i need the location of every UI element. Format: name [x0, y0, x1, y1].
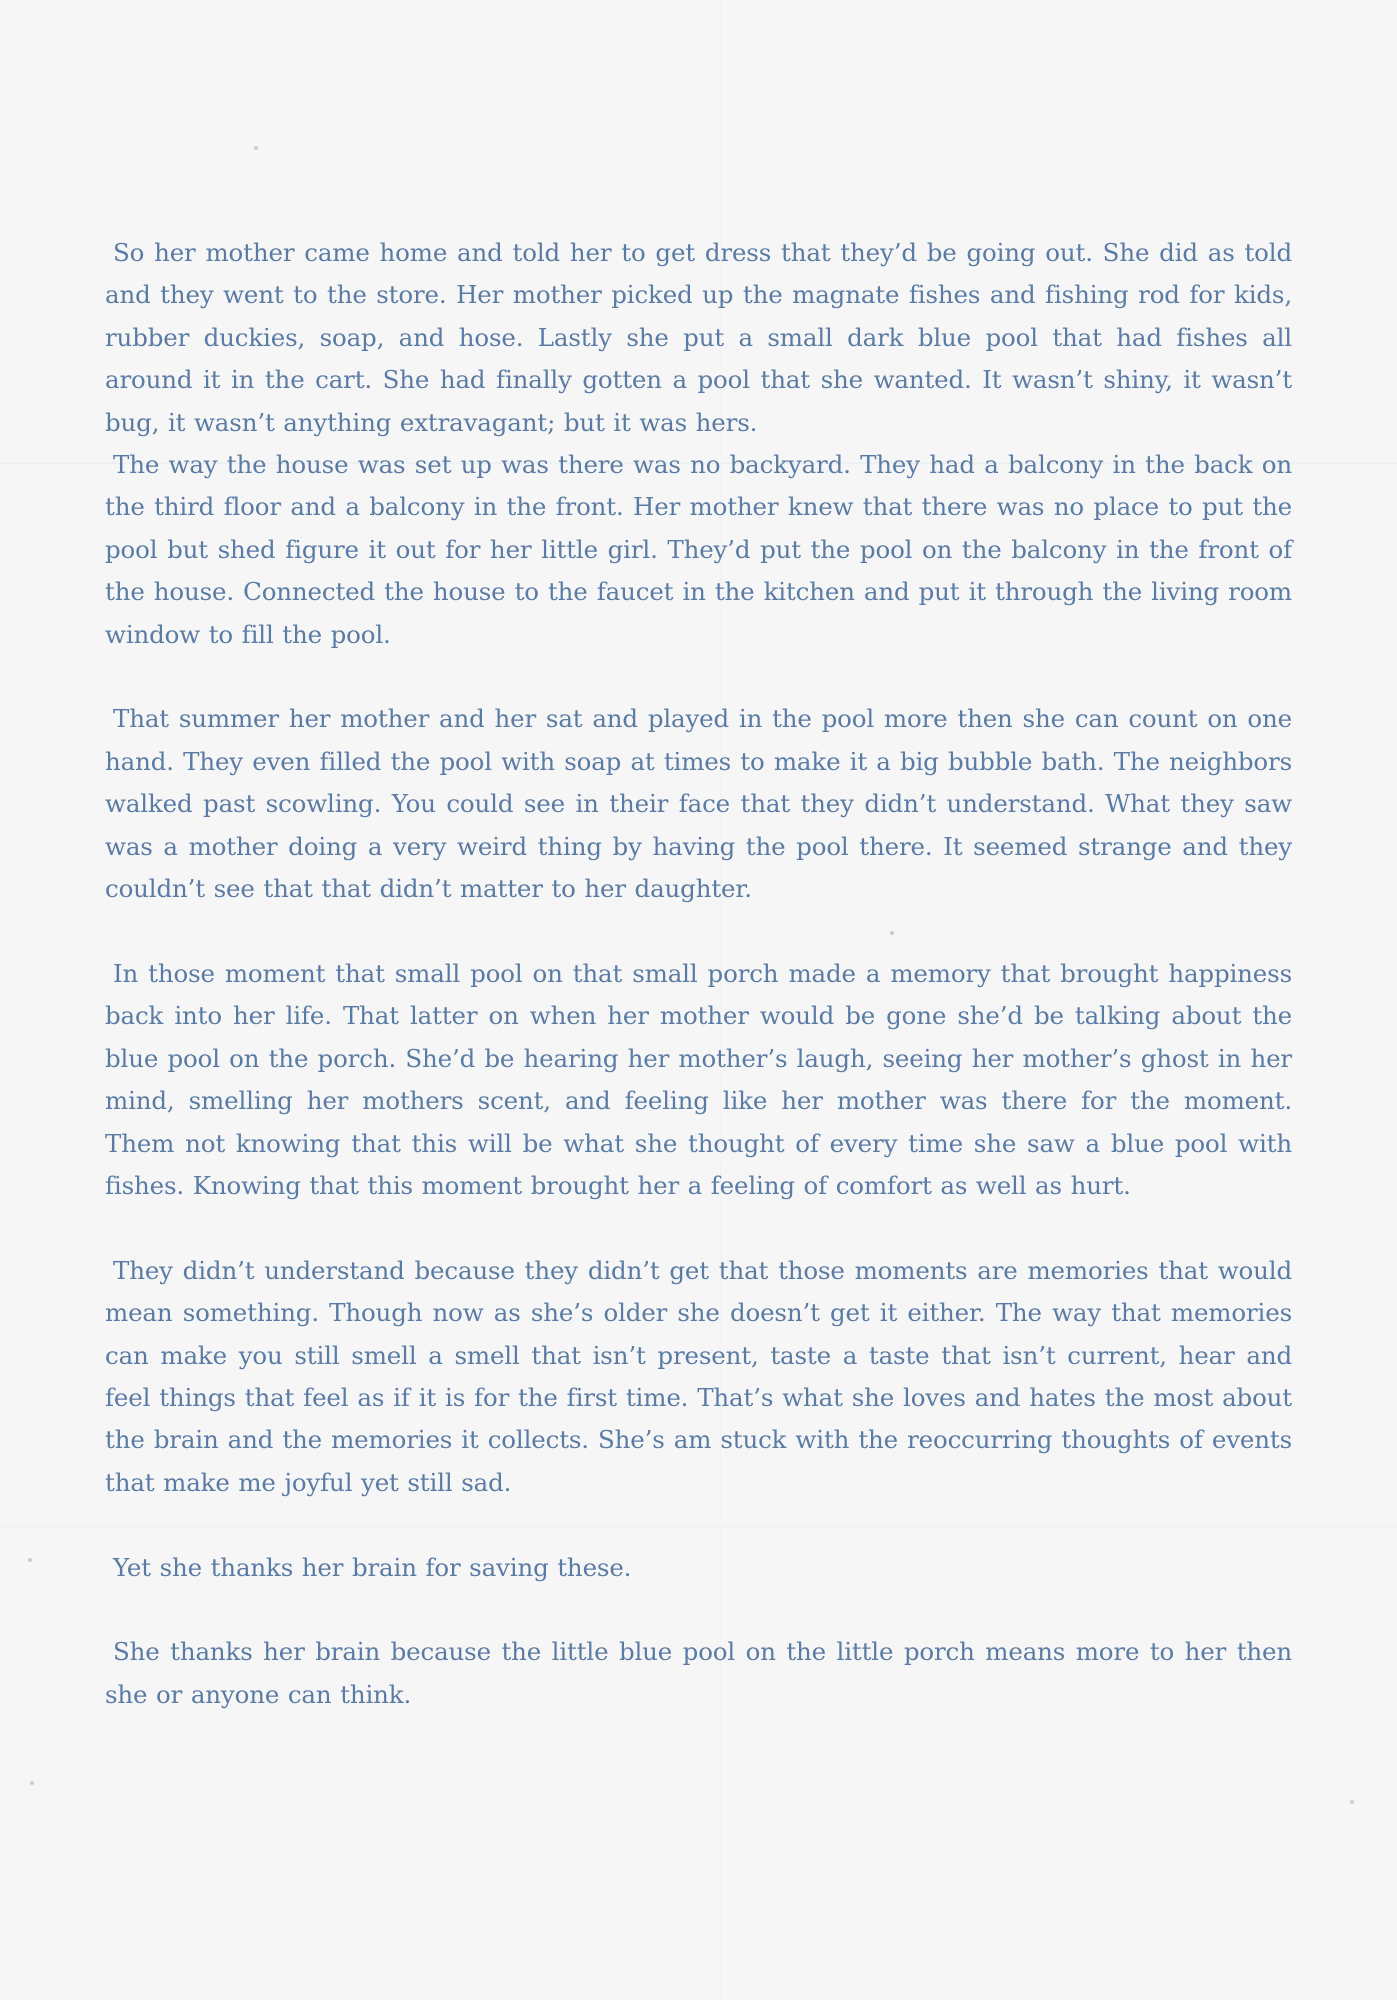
- paragraph-4: In those moment that small pool on that small porch made a memory that brought happiness back into her life. That latter on when her mother would be gone she’d be talking about the blue pool on the porch. She’d be hearing her mother’s laugh, seeing her mother’s ghost in her mind, smelling her mothers scent, and feeling like her mother was there for the moment. Them not knowing that this will be what she thought of every time she saw a blue pool with fishes. Knowing that this moment brought her a feeling of comfort as well as hurt.: [105, 958, 1292, 1200]
- paragraph-3: That summer her mother and her sat and played in the pool more then she can count on one hand. They even filled the pool with soap at times to make it a big bubble bath. The neighbors walked past scowling. You could see in their face that they didn’t understand. What they saw was a mother doing a very weird thing by having the pool there. It seemed strange and they couldn’t see that that didn’t matter to her daughter.: [105, 704, 1292, 904]
- paper-speck: [1350, 1800, 1354, 1804]
- essay-body: [105, 232, 1292, 1716]
- paragraph-5: They didn’t understand because they didn’t get that those moments are memories that would mean something. Though now as she’s older she doesn’t get it either. The way that memories can make you still smell a smell that isn’t present, taste a taste that isn’t current, hear and feel things that feel as if it is for the first time. That’s what she loves and hates the most about the brain and the memories it collects. She’s am stuck with the reoccurring thoughts of events that make me joyful yet still sad.: [105, 1255, 1292, 1497]
- paragraph-1: So her mother came home and told her to get dress that they’d be going out. She did as told and they went to the store. Her mother picked up the magnate fishes and fishing rod for kids, rubber duckies, soap, and hose. Lastly she put a small dark blue pool that had fishes all around it in the cart. She had finally gotten a pool that she wanted. It wasn’t shiny, it wasn’t bug, it wasn’t anything extravagant; but it was hers.: [105, 238, 1292, 437]
- paragraph-2: The way the house was set up was there was no backyard. They had a balcony in the back on the third floor and a balcony in the front. Her mother knew that there was no place to put the pool but shed figure it out for her little girl. They’d put the pool on the balcony in the front of the house. Connected the house to the faucet in the kitchen and put it through the living room window to fill the pool.: [105, 450, 1292, 649]
- paper-speck: [30, 1781, 34, 1785]
- paper-speck: [28, 1558, 32, 1562]
- paper-speck: [254, 146, 258, 150]
- paragraph-7: She thanks her brain because the little blue pool on the little porch means more to her then she or anyone can think.: [105, 1637, 1292, 1709]
- paragraph-6: Yet she thanks her brain for saving these.: [113, 1552, 632, 1582]
